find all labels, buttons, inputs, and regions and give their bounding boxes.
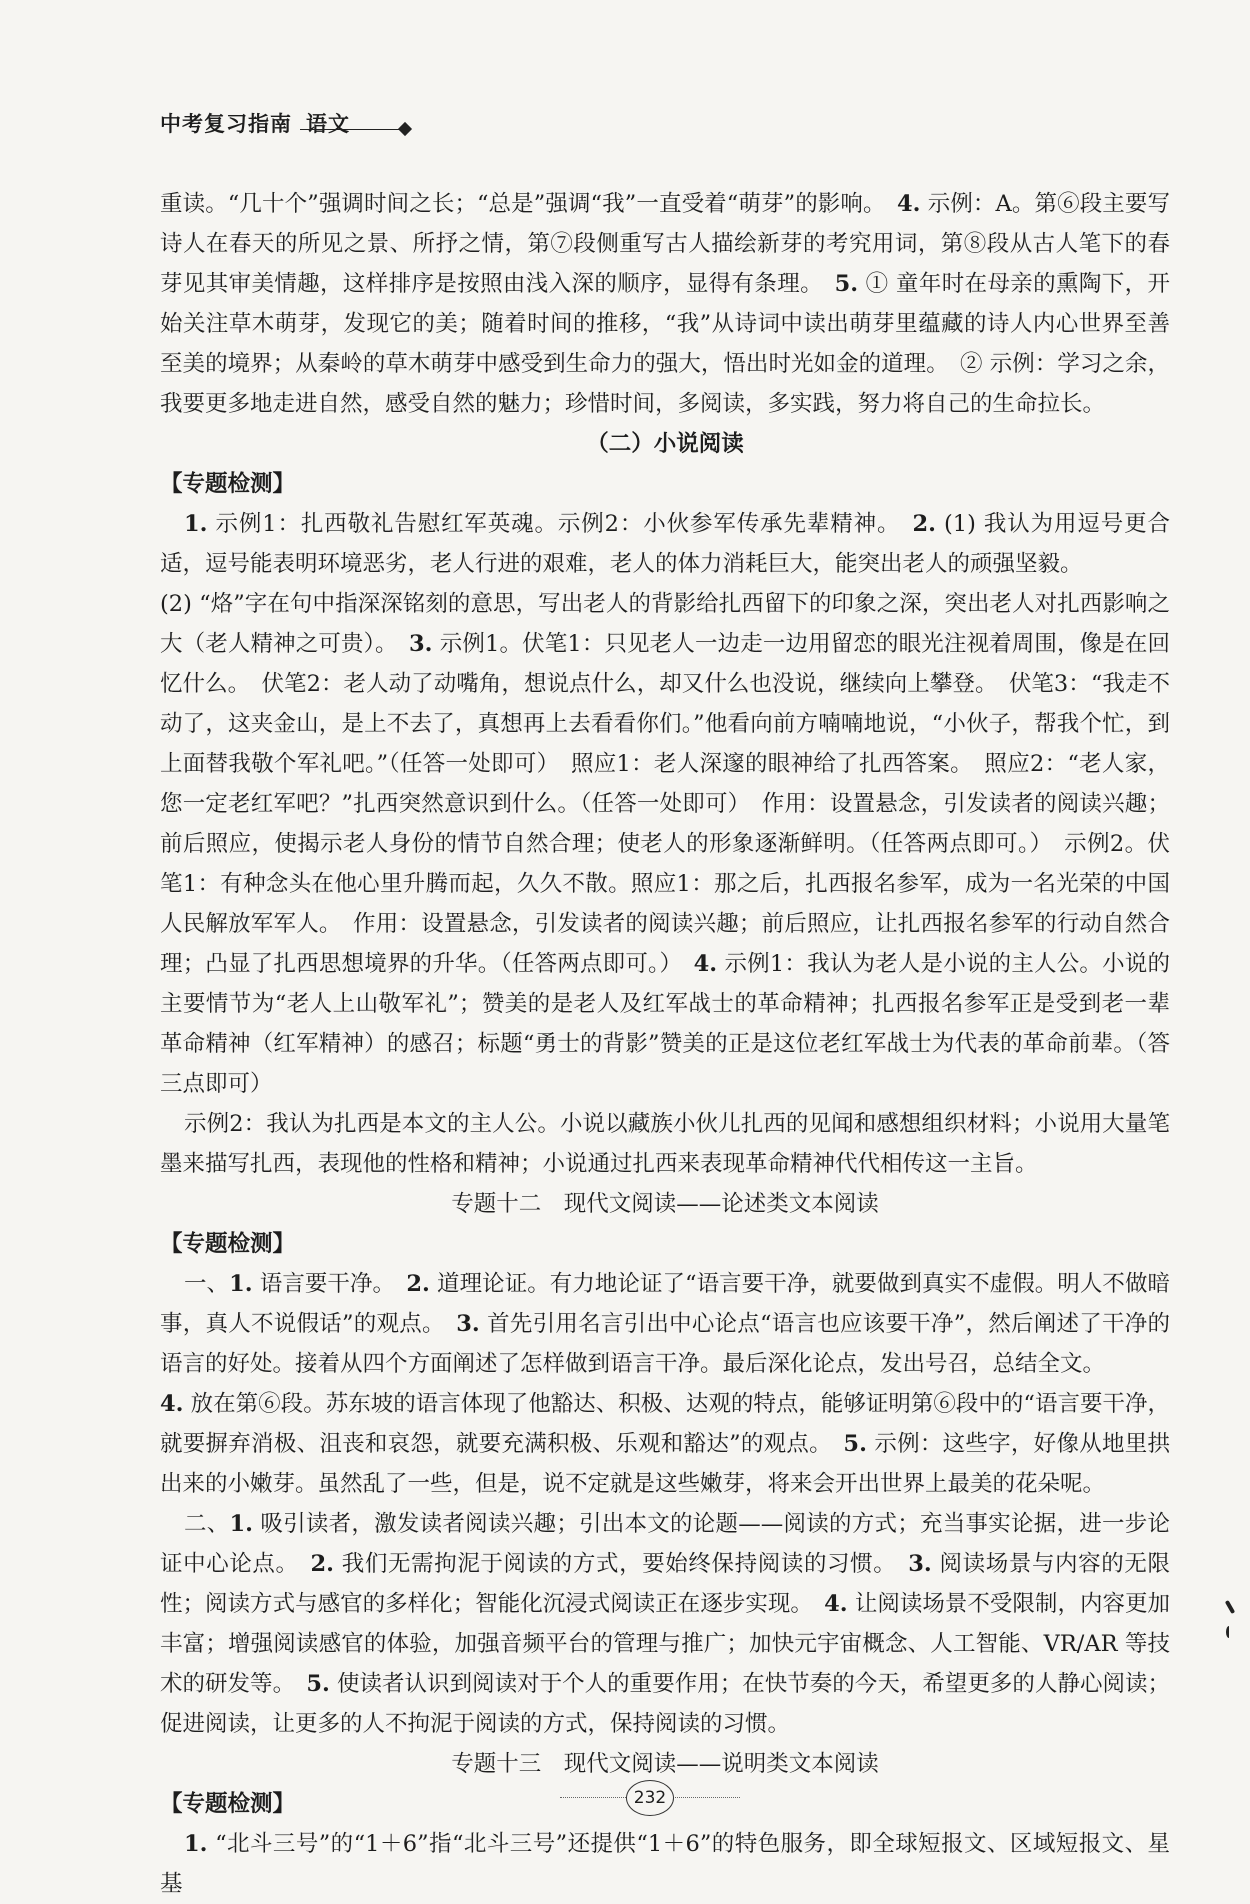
question-number: 1. <box>184 511 208 537</box>
answer-text: 二、 <box>184 1511 230 1537</box>
answer-text: 示例1：我认为老人是小说的主人公。小说的主要情节为“老人上山敬军礼”；赞美的是老人及红军战士的革命精神；扎西报名参军正是受到老一辈革命精神（红军精神）的感召；标题“勇士的背影”赞美的正是这位老红军战士为代表的革命前辈。（答三点即可） <box>160 951 1170 1097</box>
page-number: 232 <box>626 1780 674 1816</box>
answer-text: 一、 <box>184 1271 230 1297</box>
question-number: 3. <box>409 631 433 657</box>
book-title: 中考复习指南 <box>160 112 292 136</box>
running-header <box>160 108 350 138</box>
answer-paragraph <box>160 504 1170 584</box>
answer-text: 使读者认识到阅读对于个人的重要作用；在快节奏的今天，希望更多的人静心阅读；促进阅读，让更多的人不拘泥于阅读的方式，保持阅读的习惯。 <box>160 1671 1170 1737</box>
answer-paragraph <box>160 184 1170 424</box>
question-number: 2. <box>310 1551 335 1577</box>
answer-paragraph <box>160 1824 1170 1904</box>
header-rule <box>300 129 404 130</box>
question-number: 1. <box>229 1271 253 1297</box>
answer-paragraph <box>160 1504 1170 1744</box>
answer-paragraph <box>160 584 1170 1104</box>
answer-paragraph <box>160 1384 1170 1504</box>
answer-paragraph <box>160 1104 1170 1184</box>
answer-text: 道理论证。有力地论证了“语言要干净，就要做到真实不虚假。明人不做暗事，真人不说假话”的观点。 <box>160 1271 1170 1337</box>
question-number: 4. <box>896 191 921 217</box>
question-number: 5. <box>306 1671 330 1697</box>
margin-mark <box>1225 1600 1235 1614</box>
answer-text: “北斗三号”的“1＋6”指“北斗三号”还提供“1＋6”的特色服务，即全球短报文、区域短报文、星基 <box>160 1831 1170 1897</box>
question-number: 1. <box>184 1831 208 1857</box>
question-number: 5. <box>843 1431 867 1457</box>
answer-text: 示例：这些字，好像从地里拱出来的小嫩芽。虽然乱了一些，但是，说不定就是这些嫩芽，将来会开出世界上最美的花朵呢。 <box>160 1431 1170 1497</box>
section-label: 【专题检测】 <box>160 471 296 497</box>
answer-text: 示例：A。第⑥段主要写诗人在春天的所见之景、所抒之情，第⑦段侧重写古人描绘新芽的考究用词，第⑧段从古人笔下的春芽见其审美情趣，这样排序是按照由浅入深的顺序，显得有条理。 <box>160 191 1170 297</box>
answer-text: 重读。“几十个”强调时间之长；“总是”强调“我”一直受着“萌芽”的影响。 <box>160 191 897 217</box>
subject-label: 语文 <box>306 112 350 136</box>
answer-text: (1) 我认为用逗号更合适，逗号能表明环境恶劣，老人行进的艰难，老人的体力消耗巨大，能突出老人的顽强坚毅。 <box>160 511 1170 577</box>
question-number: 3. <box>908 1551 932 1577</box>
answer-content <box>160 184 1170 1904</box>
answer-text: 放在第⑥段。苏东坡的语言体现了他豁达、积极、达观的特点，能够证明第⑥段中的“语言要干净，就要摒弃消极、沮丧和哀怨，就要充满积极、乐观和豁达”的观点。 <box>160 1391 1170 1457</box>
answer-text: 语言要干净。 <box>252 1271 407 1297</box>
answer-text: 阅读场景与内容的无限性；阅读方式与感官的多样化；智能化沉浸式阅读正在逐步实现。 <box>160 1551 1170 1617</box>
diamond-icon <box>398 122 412 136</box>
section-title: 专题十三 现代文阅读——说明类文本阅读 <box>451 1751 879 1777</box>
answer-text: ① 童年时在母亲的熏陶下，开始关注草木萌芽，发现它的美；随着时间的推移，“我”从诗词中读出萌芽里蕴藏的诗人内心世界至善至美的境界；从秦岭的草木萌芽中感受到生命力的强大，悟出时光如金的道理。 ② 示例：学习之余，我要更多地走进自然，感受自然的魅力；珍惜时间，多阅读，多实践，努力将自己的生命拉长。 <box>160 271 1170 417</box>
answer-text: 吸引读者，激发读者阅读兴趣；引出本文的论题——阅读的方式；充当事实论据，进一步论证中心论点。 <box>160 1511 1170 1577</box>
section-title: 专题十二 现代文阅读——论述类文本阅读 <box>451 1191 879 1217</box>
question-number: 3. <box>456 1311 480 1337</box>
margin-mark <box>1226 1626 1232 1638</box>
question-number: 4. <box>693 951 718 977</box>
question-number: 2. <box>912 511 936 537</box>
answer-text: 让阅读场景不受限制，内容更加丰富；增强阅读感官的体验，加强音频平台的管理与推广；加快元宇宙概念、人工智能、VR/AR 等技术的研发等。 <box>160 1591 1170 1697</box>
section-label: 【专题检测】 <box>160 1791 296 1817</box>
answer-text: 示例1。伏笔1：只见老人一边走一边用留恋的眼光注视着周围，像是在回忆什么。 伏笔2：老人动了动嘴角，想说点什么，却又什么也没说，继续向上攀登。 伏笔3：“我走不动了，这夹金山，是上不去了，真想再上去看看你们。”他看向前方喃喃地说，“小伙子，帮我个忙，到上面替我敬个军礼吧。”（任答一处即可） 照应1：老人深邃的眼神给了扎西答案。 照应2：“老人家，您一定老红军吧？”扎西突然意识到什么。（任答一处即可） 作用：设置悬念，引发读者的阅读兴趣；前后照应，使揭示老人身份的情节自然合理；使老人的形象逐渐鲜明。（任答两点即可。） 示例2。伏笔1：有种念头在他心里升腾而起，久久不散。照应1：那之后，扎西报名参军，成为一名光荣的中国人民解放军军人。 作用：设置悬念，引发读者的阅读兴趣；前后照应，让扎西报名参军的行动自然合理；凸显了扎西思想境界的升华。（任答两点即可。） <box>160 631 1170 977</box>
answer-text: 首先引用名言引出中心论点“语言也应该要干净”，然后阐述了干净的语言的好处。接着从四个方面阐述了怎样做到语言干净。最后深化论点，发出号召，总结全文。 <box>160 1311 1170 1377</box>
section-label: 【专题检测】 <box>160 1231 296 1257</box>
answer-text: 示例2：我认为扎西是本文的主人公。小说以藏族小伙儿扎西的见闻和感想组织材料；小说用大量笔墨来描写扎西，表现他的性格和精神；小说通过扎西来表现革命精神代代相传这一主旨。 <box>160 1111 1170 1177</box>
question-number: 4. <box>160 1391 184 1417</box>
question-number: 1. <box>229 1511 254 1537</box>
section-title: （二）小说阅读 <box>586 431 744 457</box>
question-number: 4. <box>824 1591 848 1617</box>
question-number: 2. <box>406 1271 430 1297</box>
question-number: 5. <box>834 271 859 297</box>
answer-paragraph <box>160 1264 1170 1384</box>
answer-text: (2) “烙”字在句中指深深铭刻的意思，写出老人的背影给扎西留下的印象之深，突出老人对扎西影响之大（老人精神之可贵）。 <box>160 591 1170 657</box>
answer-text: 我们无需拘泥于阅读的方式，要始终保持阅读的习惯。 <box>334 1551 909 1577</box>
answer-text: 示例1：扎西敬礼告慰红军英魂。示例2：小伙参军传承先辈精神。 <box>207 511 913 537</box>
